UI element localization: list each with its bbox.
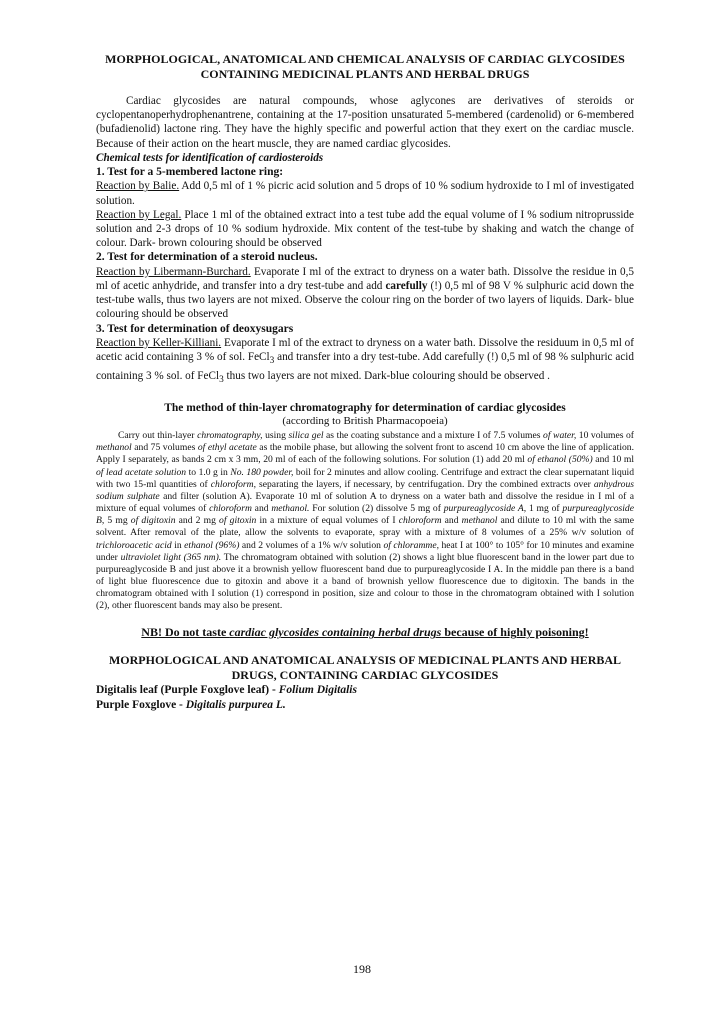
tlc-italic-term: of gitoxin (219, 515, 257, 527)
tlc-text: to 1.0 g in (186, 466, 231, 478)
tlc-text: boil for 2 minutes and allow cooling. Centrifuge and extract the clear supernatant liquid with two 15-ml quantities of (96, 466, 634, 490)
tlc-text: and filter (solution A). Evaporate 10 ml of solution A to dryness on a water bath and dissolve the residue in I ml of a mixture of equal volumes of (96, 490, 634, 515)
intro-paragraph: Cardiac glycosides are natural compounds, whose aglycones are derivatives of steroids or cyclopentanoperhydrophenantrene, containing at the 17-position unsaturated 5-membered (cardenolid) or 6-membered (bufadienolid) lactone ring. They have the highly specific and powerful action that they exert on the cardiac muscle. Because of their action on the heart muscle, they are named cardiac glycosides. (96, 95, 634, 150)
nb-warning (96, 625, 634, 639)
plant1-common: Digitalis leaf (Purple Foxglove leaf) - (96, 684, 279, 697)
tlc-text: Carry out thin-layer (118, 430, 198, 442)
tlc-text: in (171, 539, 185, 551)
nb-part-b: cardiac glycosides containing herbal drugs (229, 625, 442, 640)
tlc-text: using (262, 430, 289, 442)
tlc-text: and dilute to 10 ml with the same solvent. After removal of the plate, allow the solvents to evaporate, spray with a mixture of 8 volumes of a 25% w/v solution of (96, 515, 634, 539)
tlc-italic-term: of digitoxin (130, 515, 176, 527)
tlc-heading: The method of thin-layer chromatography for determination of cardiac glycosides (164, 402, 566, 415)
keller-text-b: and transfer into a dry test-tube. Add carefully (!) 0,5 ml of 98 % sulphuric acid containing 3 % sol. of FeCl (96, 351, 634, 382)
tlc-text: and (441, 515, 462, 527)
nb-part-a: NB! Do not taste (141, 625, 230, 640)
tlc-italic-term: silica gel (288, 430, 324, 442)
tlc-text: heat I at 100° to 105° for 10 minutes and examine under (96, 539, 635, 563)
test1-heading: 1. Test for a 5-membered lactone ring: (96, 166, 284, 179)
keller-label: Reaction by Keller-Killiani. (96, 337, 222, 350)
tlc-text: 1 mg of (526, 503, 563, 515)
test3-heading: 3. Test for determination of deoxysugars (96, 322, 294, 335)
tlc-text: and 75 volumes (131, 442, 198, 454)
keller-sub2: 3 (219, 374, 224, 385)
tlc-italic-term: methanol (96, 442, 132, 454)
libermann-text-b: (!) 0,5 ml of 98 V % sulphuric acid down the test-tube walls, thus two layers are not mixed. Observe the colour ring on the border of two layers of liquids. Dark- blue colouring should be observed (96, 280, 634, 321)
tlc-text: and 2 mg (175, 515, 220, 527)
tlc-italic-term: trichloroacetic acid (96, 539, 172, 551)
test2-heading: 2. Test for determination of a steroid nucleus. (96, 251, 318, 264)
legal-reaction (96, 208, 634, 251)
chemical-tests-heading: Chemical tests for identification of cardiosteroids (96, 151, 324, 164)
tlc-text: as the coating substance and a mixture I of 7.5 volumes (323, 430, 544, 442)
plant2-latin: Digitalis purpurea L. (185, 698, 286, 711)
plant1-latin: Folium Digitalis (278, 684, 357, 697)
tlc-text: and 2 volumes of a 1% w/v solution (239, 539, 384, 551)
legal-label: Reaction by Legal. (96, 208, 182, 221)
plant-line-2 (96, 698, 634, 712)
keller-text-c: thus two layers are not mixed. Dark-blue colouring should be observed . (223, 369, 550, 382)
tlc-italic-term: of chloramme, (383, 539, 439, 551)
keller-text-a: Evaporate I ml of the extract to dryness on a water bath. Dissolve the residuum in 0,5 ml of acetic acid containing 3 % of sol. FeCl (96, 337, 634, 364)
balie-text: Add 0,5 ml of 1 % picric acid solution and 5 drops of 10 % sodium hydroxide to I ml of investigated solution. (96, 180, 635, 207)
tlc-italic-term: chloroform (398, 515, 442, 527)
plant-line-1 (96, 683, 634, 697)
legal-text: Place 1 ml of the obtained extract into a test tube add the equal volume of I % sodium nitroprusside solution and 2-3 drops of 10 % sodium hydroxide. Mix content of the test-tube by shaking and watch the change of colour. Dark- brown colouring should be observed (96, 208, 634, 250)
libermann-bold: carefully (385, 280, 428, 293)
main-title: MORPHOLOGICAL, ANATOMICAL AND CHEMICAL ANALYSIS OF CARDIAC GLYCOSIDES CONTAINING MEDICINAL PLANTS AND HERBAL DRUGS (105, 52, 625, 81)
document-page (96, 52, 634, 712)
libermann-reaction (96, 265, 634, 322)
tlc-text: and 10 ml (592, 454, 634, 466)
tlc-italic-term: purpureaglycoside B, (96, 503, 634, 527)
tlc-italic-term: purpureaglycoside A, (443, 503, 527, 515)
tlc-italic-term: of ethanol (50%) (527, 454, 593, 466)
tlc-italic-term: ethanol (96%) (184, 539, 240, 551)
tlc-italic-term: methanol. (271, 503, 310, 515)
tlc-italic-term: No. 180 powder, (230, 466, 294, 478)
keller-sub1: 3 (269, 356, 275, 367)
tlc-italic-term: anhydrous sodium sulphate (96, 478, 634, 502)
tlc-italic-term: of ethyl acetate (197, 442, 257, 454)
tlc-subheading: (according to British Pharmacopoeia) (282, 415, 448, 428)
balie-label: Reaction by Balie. (96, 180, 180, 193)
tlc-italic-term: of water, (543, 430, 577, 442)
keller-reaction (96, 336, 634, 387)
tlc-italic-term: chloroform (209, 503, 252, 515)
tlc-paragraph (96, 430, 634, 612)
section-title-2: MORPHOLOGICAL AND ANATOMICAL ANALYSIS OF MEDICINAL PLANTS AND HERBAL DRUGS, CONTAINING CARDIAC GLYCOSIDES (108, 653, 622, 683)
tlc-italic-term: chromatography, (197, 430, 263, 442)
tlc-italic-term: ultraviolet light (365 nm). (120, 551, 222, 563)
tlc-text: 5 mg (104, 515, 131, 527)
tlc-text: as the mobile phase, but allowing the solvent front to ascend 10 cm above the line of application. Apply I separately, as bands 2 cm x 3 mm, 20 ml of each of the following solutions. For solution (1) add 20 ml (96, 442, 634, 466)
tlc-text: in a mixture of equal volumes of I (256, 515, 399, 527)
tlc-italic-term: of lead acetate solution (96, 466, 187, 478)
libermann-label: Reaction by Libermann-Burchard. (96, 265, 251, 278)
balie-reaction (96, 179, 634, 207)
libermann-text-a: Evaporate I ml of the extract to dryness on a water bath. Dissolve the residue in 0,5 ml of acetic anhydride, and transfer into a dry test-tube and add (96, 265, 634, 293)
tlc-italic-term: methanol (461, 515, 498, 527)
tlc-text: The chromatogram obtained with solution (2) shows a light blue fluorescent band in the lower part due to purpureaglycoside B and just above it a brownish yellow fluorescent band due to purpureaglycoside I A. In the middle pan there is a band of light blue fluorescence due to gitoxin and above it a band of brownish yellow fluorescence due to digitoxin. The bands in the chromatogram obtained with I solution (1) correspond in position, size and colour to those in the chromatogram obtained with I solution (2), other fluorescent bands may also be present. (96, 551, 634, 612)
plant2-common: Purple Foxglove - (96, 698, 186, 711)
tlc-text: For solution (2) dissolve 5 mg of (309, 503, 444, 515)
tlc-italic-term: chloroform, (210, 478, 256, 490)
tlc-text: separating the layers, if necessary, by centrifugation. Dry the combined extracts over (256, 478, 594, 490)
tlc-text: and (251, 503, 272, 515)
tlc-text: 10 volumes of (576, 430, 634, 442)
page-number: 198 (353, 962, 371, 976)
nb-part-c: because of highly poisoning! (441, 625, 589, 640)
